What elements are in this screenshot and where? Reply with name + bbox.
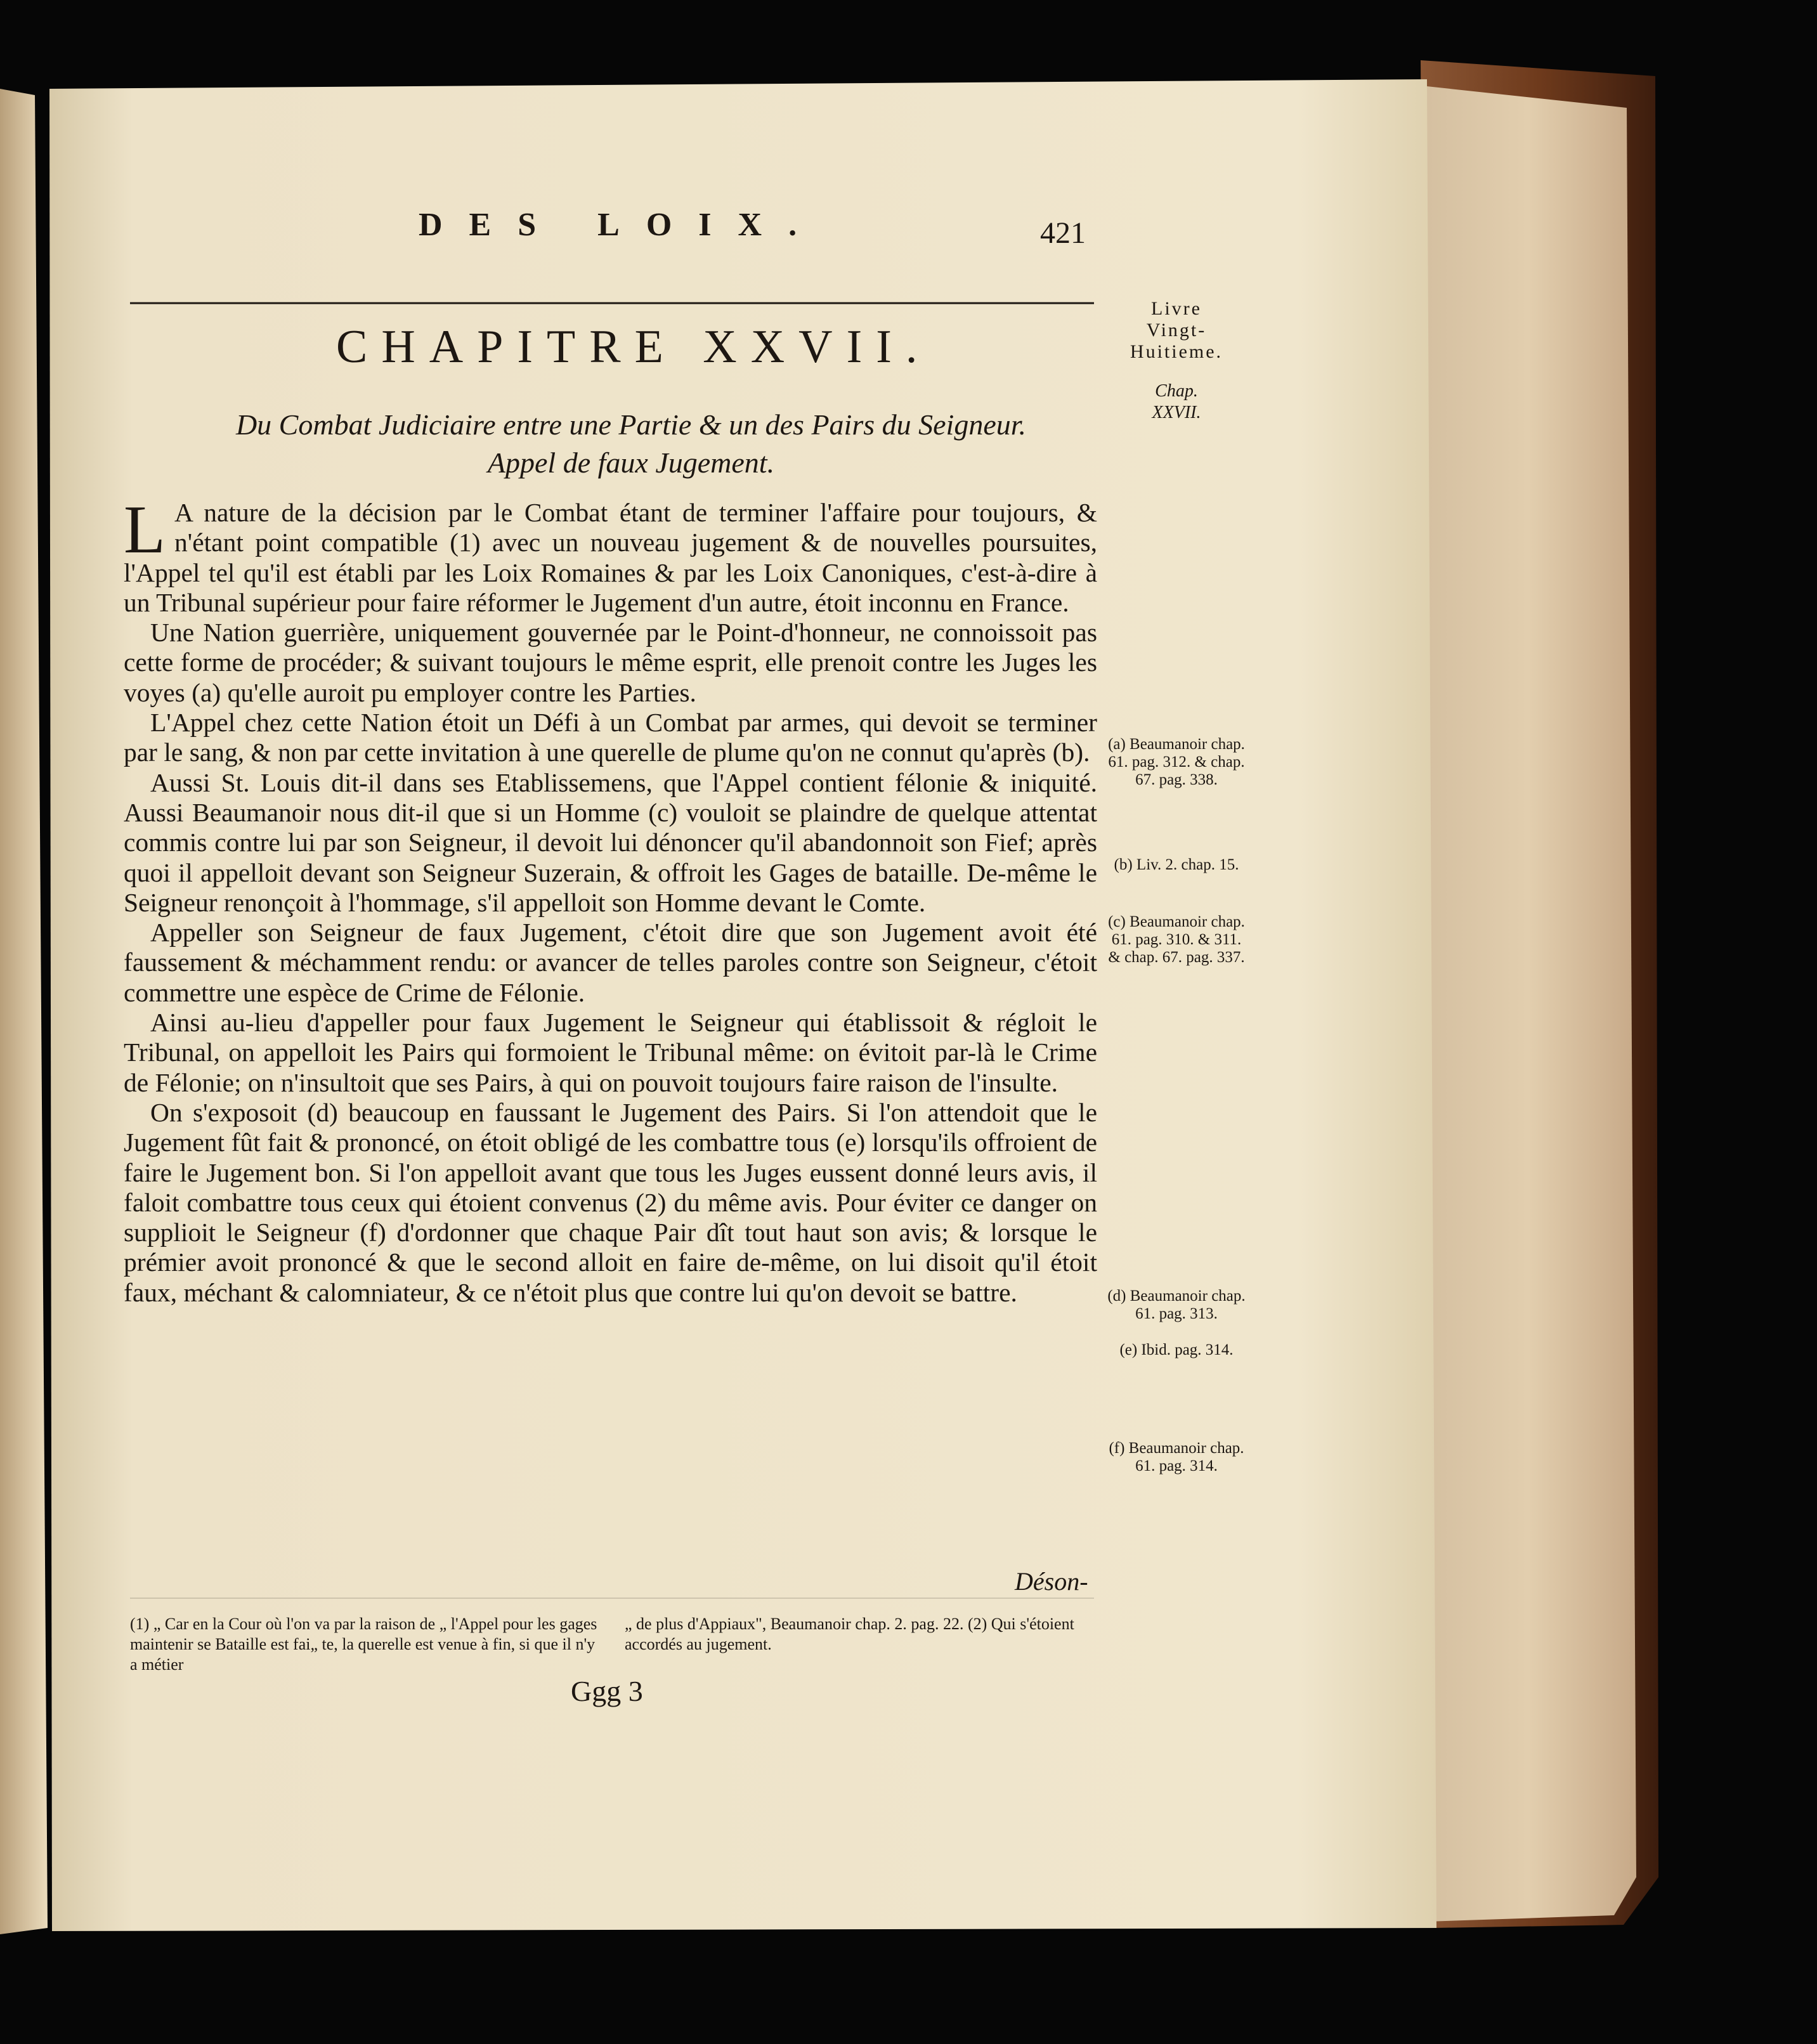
margin-heading-line: Livre	[1151, 298, 1202, 319]
drop-cap: L	[124, 492, 166, 568]
margin-chapter-line: XXVII.	[1152, 403, 1201, 422]
paragraph: Une Nation guerrière, uniquement gouvernée par le Point-d'honneur, ne connoissoit pas cette forme de procéder; & suivant toujours le même esprit, elle prenoit contre les Juges les voyes (a) qu'elle auroit pu employer contre les Parties.	[124, 618, 1097, 707]
body-text	[124, 492, 1097, 1308]
page-block-edge	[1421, 86, 1636, 1922]
footnotes	[130, 1614, 1094, 1675]
footnote: (1) „ Car en la Cour où l'on va par la raison de „ l'Appel pour les gages maintenir se Bataille est fai„ te, la querelle est venue à fin, si que il n'y a métier	[130, 1615, 597, 1674]
chapter-title: CHAPITRE XXVII.	[336, 321, 932, 373]
margin-note: (a) Beaumanoir chap. 61. pag. 312. & chap. 67. pag. 338.	[1108, 736, 1245, 788]
footnote: „ de plus d'Appiaux", Beaumanoir chap. 2. pag. 22. (2) Qui s'étoient accordés au jugement.	[625, 1615, 1074, 1653]
page-number: 421	[1040, 216, 1086, 250]
subtitle-line: Appel de faux Jugement.	[487, 446, 775, 479]
margin-heading-line: Vingt-	[1146, 320, 1207, 341]
margin-chapter-line: Chap.	[1155, 381, 1198, 401]
paragraph: Appeller son Seigneur de faux Jugement, c'étoit dire que son Jugement avoit été faussement & méchamment rendu: or avancer de telles paroles contre son Seigneur, c'étoit commettre une espèce de Crime de Félonie.	[124, 918, 1097, 1007]
paragraph-text: A nature de la décision par le Combat étant de terminer l'affaire pour toujours, & n'étant point compatible (1) avec un nouveau jugement & de nouvelles poursuites, l'Appel tel qu'il est établi par les Loix Romaines & par les Loix Canoniques, c'est-à-dire à un Tribunal supérieur pour faire réformer le Jugement d'un autre, étoit inconnu en France.	[124, 498, 1097, 617]
margin-note: (d) Beaumanoir chap. 61. pag. 313.	[1107, 1287, 1246, 1322]
paragraph: L'Appel chez cette Nation étoit un Défi à un Combat par armes, qui devoit se terminer par le sang, & non par cette invitation à une querelle de plume qu'on ne connut qu'après (b).	[124, 708, 1097, 767]
catchword: Déson-	[1015, 1567, 1088, 1596]
margin-note: (b) Liv. 2. chap. 15.	[1114, 856, 1239, 873]
signature-mark: Ggg 3	[571, 1675, 643, 1707]
paragraph: Aussi St. Louis dit-il dans ses Etablissemens, que l'Appel contient félonie & iniquité. Aussi Beaumanoir nous dit-il que si un Homme (c) vouloit se plaindre de quelque attentat commis contre lui par son Seigneur, il devoit lui dénoncer qu'il abandonnoit son Fief; après quoi il appelloit devant son Seigneur Suzerain, & offroit les Gages de bataille. De-même le Seigneur renonçoit à l'hommage, s'il appelloit son Homme devant le Comte.	[124, 767, 1097, 917]
margin-note: (f) Beaumanoir chap. 61. pag. 314.	[1109, 1440, 1244, 1474]
chapter-subtitle	[162, 406, 1100, 482]
subtitle-line: Du Combat Judiciaire entre une Partie & un des Pairs du Seigneur.	[235, 408, 1027, 441]
margin-note: (c) Beaumanoir chap. 61. pag. 310. & 311. & chap. 67. pag. 337.	[1108, 913, 1245, 966]
margin-chapter	[1107, 381, 1246, 424]
margin-note: (e) Ibid. pag. 314.	[1119, 1341, 1234, 1358]
margin-heading-line: Huitieme.	[1130, 341, 1223, 362]
paragraph: Ainsi au-lieu d'appeller pour faux Jugement le Seigneur qui établissoit & régloit le Tribunal, on appelloit les Pairs qui formoient le Tribunal même: on évitoit par-là le Crime de Félonie; on n'insultoit que ses Pairs, à qui on pouvoit toujours faire raison de l'insulte.	[124, 1008, 1097, 1097]
running-head: DES LOIX.	[419, 207, 824, 243]
margin-heading	[1107, 298, 1246, 363]
paragraph	[124, 492, 1097, 618]
paragraph: On s'exposoit (d) beaucoup en faussant le Jugement des Pairs. Si l'on attendoit que le Jugement fût fait & prononcé, on étoit obligé de les combattre tous (e) lorsqu'ils offroient de faire le Jugement bon. Si l'on appelloit avant que tous les Juges eussent donné leurs avis, il faloit combattre tous ceux qui étoient convenus (2) du même avis. Pour éviter ce danger on supplioit le Seigneur (f) d'ordonner que chaque Pair dît tout haut son avis; & lorsque le prémier avoit prononcé & que le second alloit en faire de-même, on lui disoit qu'il étoit faux, méchant & calomniateur, & ce n'étoit plus que contre lui qu'on devoit se battre.	[124, 1097, 1097, 1307]
